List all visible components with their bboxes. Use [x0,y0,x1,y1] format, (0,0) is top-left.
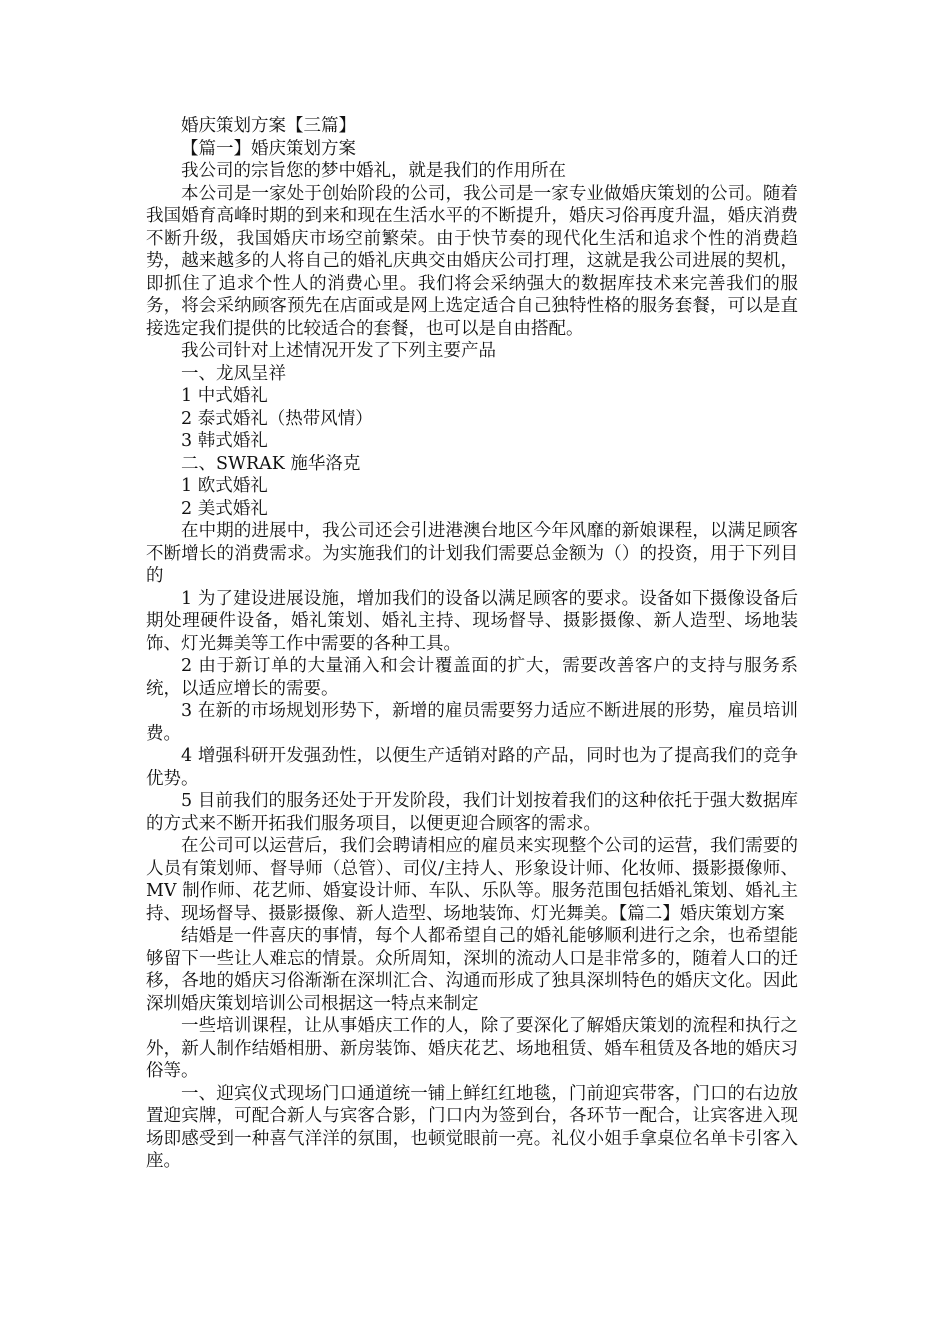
paragraph: 在公司可以运营后，我们会聘请相应的雇员来实现整个公司的运营，我们需要的人员有策划师、督导师（总管）、司仪/主持人、形象设计师、化妆师、摄影摄像师、MV 制作师、花艺师、婚宴设计师、车队、乐队等。服务范围包括婚礼策划、婚礼主持、现场督导、摄影摄像、新人造型、场地装饰、灯光舞美。【篇二】婚庆策划方案 [146,836,798,924]
list-item: 3 韩式婚礼 [181,431,268,451]
paragraph: 一些培训课程，让从事婚庆工作的人，除了要深化了解婚庆策划的流程和执行之外，新人制作结婚相册、新房装饰、婚庆花艺、场地租赁、婚车租赁及各地的婚庆习俗等。 [146,1016,798,1081]
paragraph: 4 增强科研开发强劲性，以便生产适销对路的产品，同时也为了提高我们的竞争优势。 [146,746,798,789]
document-body [146,115,798,1173]
paragraph: 一、迎宾仪式现场门口通道统一铺上鲜红红地毯，门前迎宾带客，门口的右边放置迎宾牌，可配合新人与宾客合影，门口内为签到台，各环节一配合，让宾客进入现场即感受到一种喜气洋洋的氛围，也顿觉眼前一亮。礼仪小姐手拿桌位名单卡引客入座。 [146,1083,798,1171]
list-item: 2 美式婚礼 [181,498,268,519]
list-item: 1 中式婚礼 [181,386,268,406]
section-heading-1: 【篇一】婚庆策划方案 [181,138,356,159]
document-title: 婚庆策划方案【三篇】 [181,116,356,136]
list-heading: 二、SWRAK 施华洛克 [181,453,361,474]
paragraph: 1 为了建设进展设施，增加我们的设备以满足顾客的要求。设备如下摄像设备后期处理硬件设备，婚礼策划、婚礼主持、现场督导、摄影摄像、新人造型、场地装饰、灯光舞美等工作中需要的各种工具。 [146,588,798,654]
paragraph: 在中期的进展中，我公司还会引进港澳台地区今年风靡的新娘课程，以满足顾客不断增长的消费需求。为实施我们的计划我们需要总金额为（）的投资，用于下列目的 [146,521,798,586]
paragraph: 结婚是一件喜庆的事情，每个人都希望自己的婚礼能够顺利进行之余，也希望能够留下一些让人难忘的情景。众所周知，深圳的流动人口是非常多的，随着人口的迁移，各地的婚庆习俗渐渐在深圳汇合、沟通而形成了独具深圳特色的婚庆文化。因此深圳婚庆策划培训公司根据这一特点来制定 [146,926,798,1014]
paragraph: 3 在新的市场规划形势下，新增的雇员需要努力适应不断进展的形势，雇员培训费。 [146,701,798,744]
paragraph: 本公司是一家处于创始阶段的公司，我公司是一家专业做婚庆策划的公司。随着我国婚育高峰时期的到来和现在生活水平的不断提升，婚庆习俗再度升温，婚庆消费不断升级，我国婚庆市场空前繁荣。由于快节奏的现代化生活和追求个性的消费趋势，越来越多的人将自己的婚礼庆典交由婚庆公司打理，这就是我公司进展的契机，即抓住了追求个性人的消费心里。我们将会采纳强大的数据库技术来完善我们的服务，将会采纳顾客预先在店面或是网上选定适合自己独特性格的服务套餐，可以是直接选定我们提供的比较适合的套餐，也可以是自由搭配。 [146,183,798,339]
paragraph: 5 目前我们的服务还处于开发阶段，我们计划按着我们的这种依托于强大数据库的方式来不断开拓我们服务项目，以便更迎合顾客的需求。 [146,791,798,834]
list-heading: 一、龙凤呈祥 [181,363,286,384]
paragraph: 我公司的宗旨您的梦中婚礼，就是我们的作用所在 [181,161,566,181]
list-item: 2 泰式婚礼（热带风情） [181,408,373,429]
list-item: 1 欧式婚礼 [181,476,268,496]
paragraph: 我公司针对上述情况开发了下列主要产品 [181,341,496,361]
paragraph: 2 由于新订单的大量涌入和会计覆盖面的扩大，需要改善客户的支持与服务系统，以适应增长的需要。 [146,656,798,699]
